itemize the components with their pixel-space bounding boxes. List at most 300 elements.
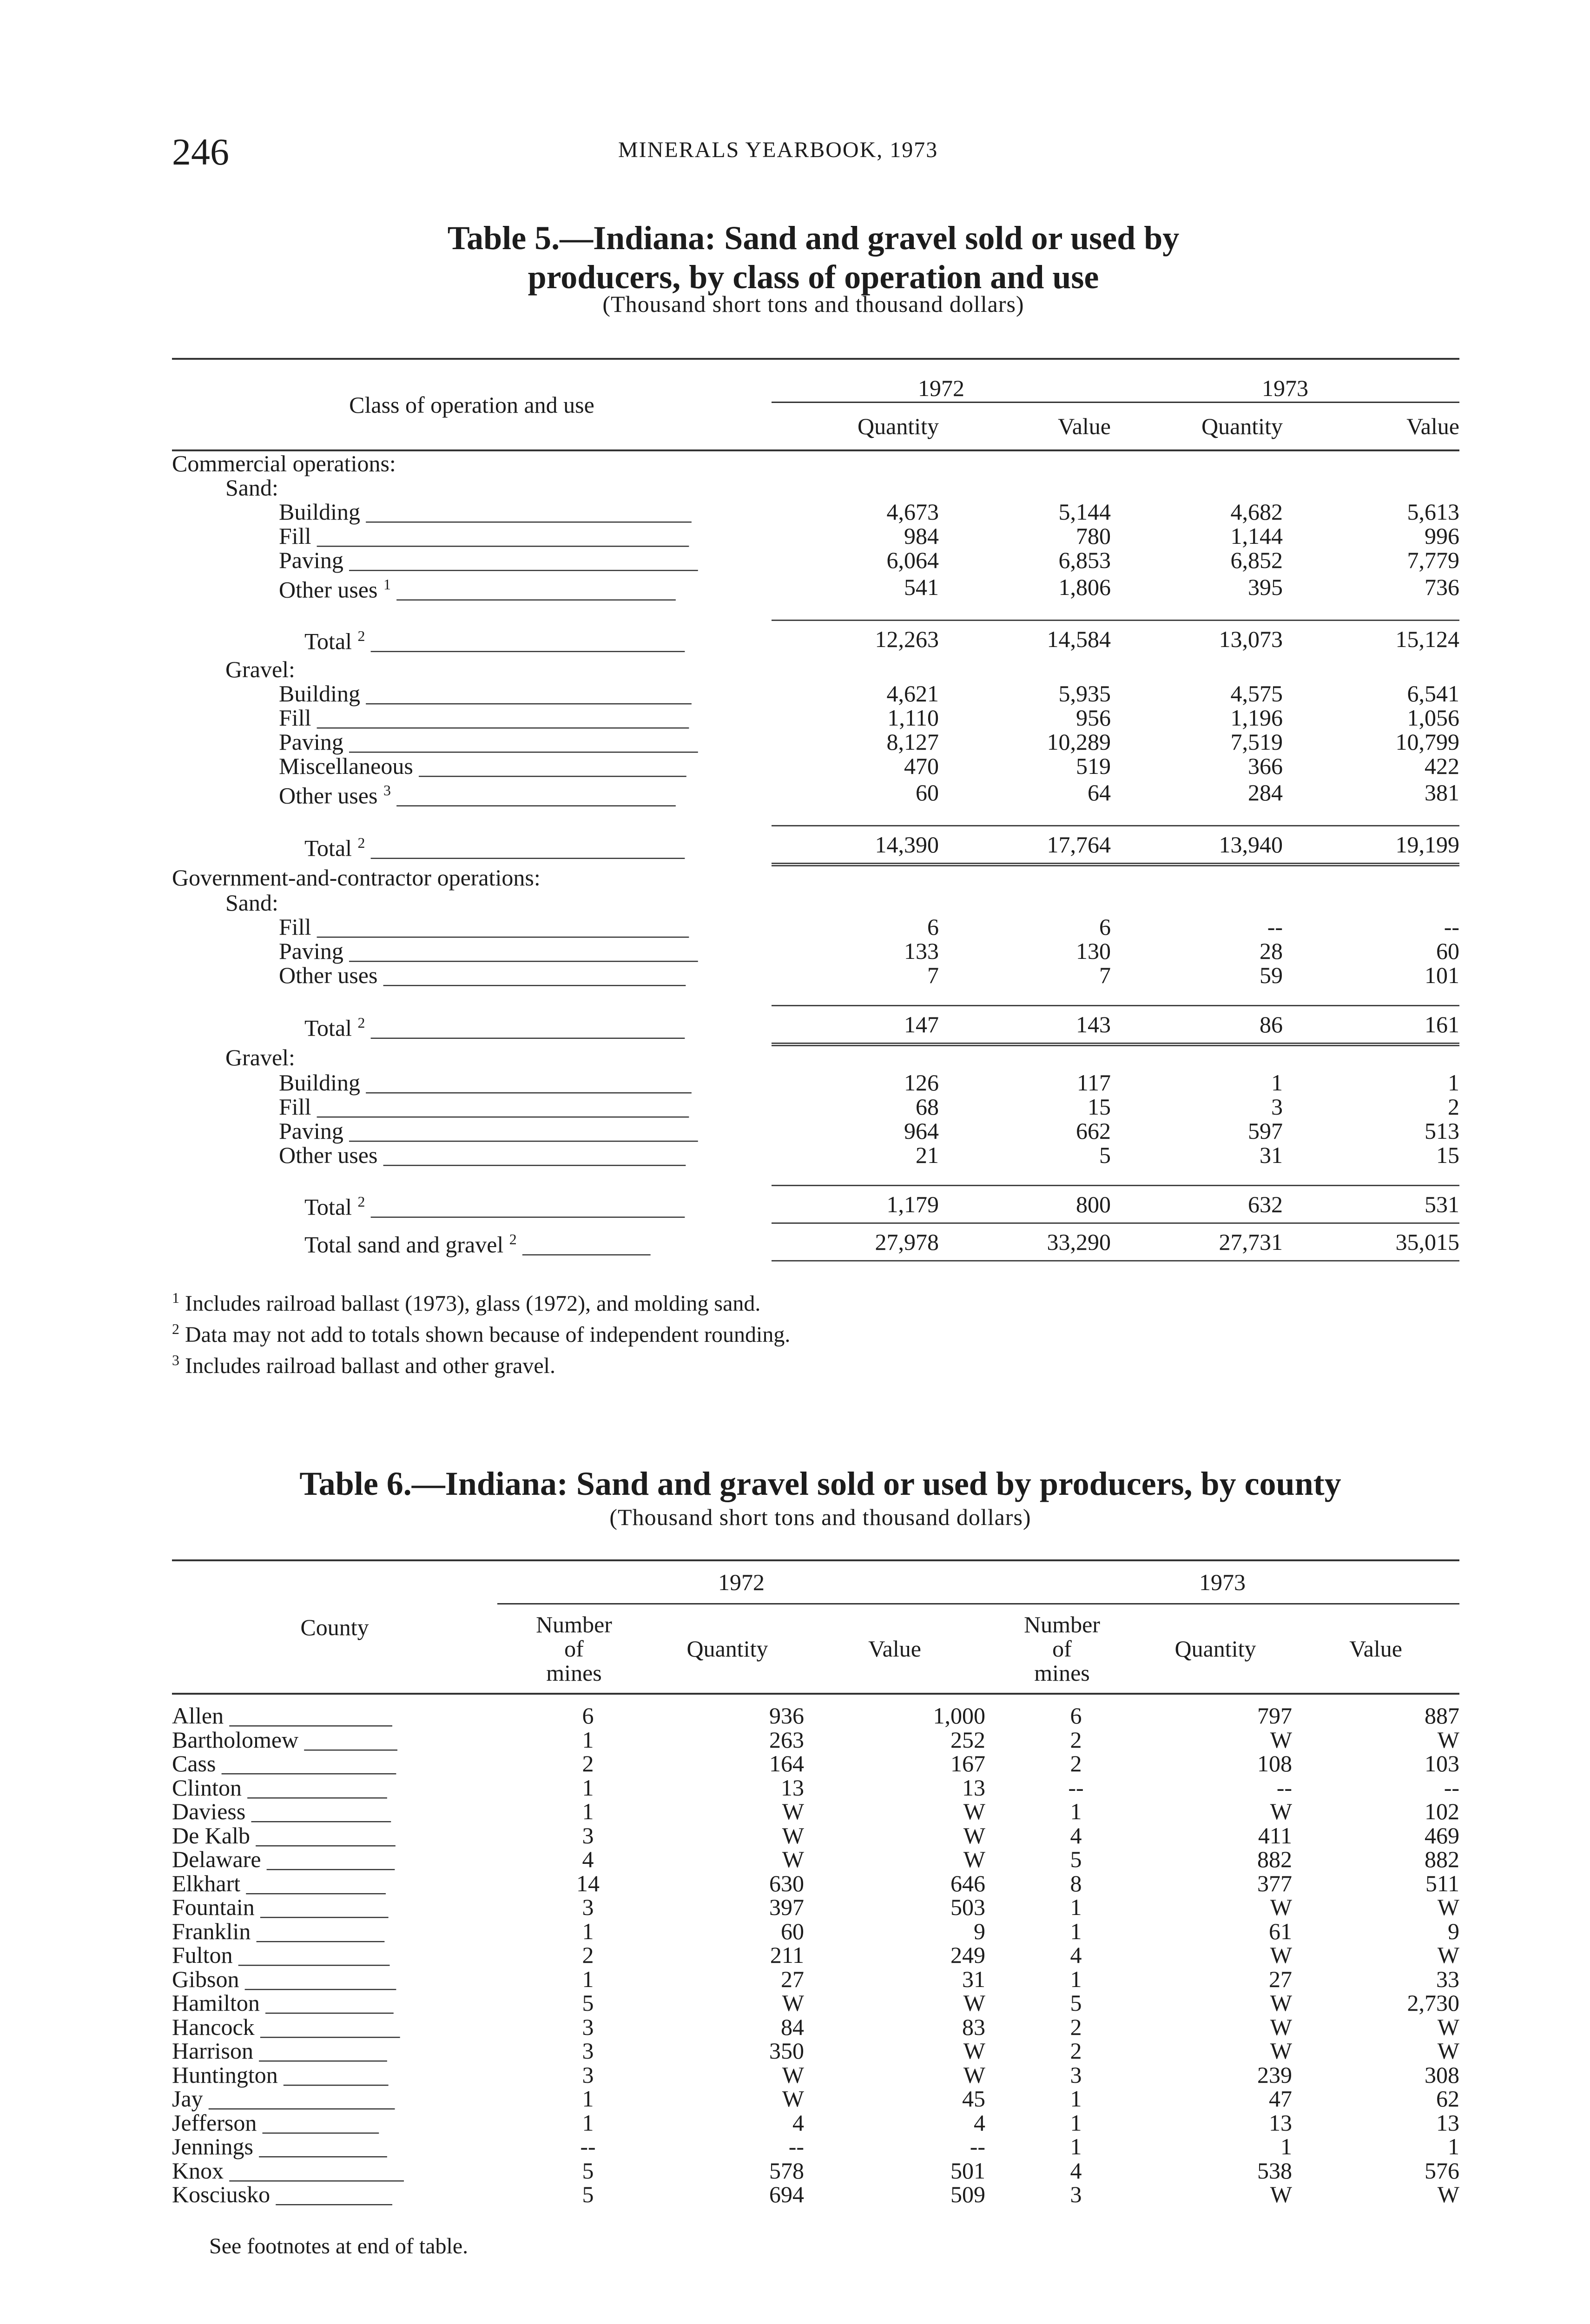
table6-cell: 694 [769,2181,804,2207]
table6-cell: 1 [582,1798,594,1824]
dot-leader: __________ [257,2109,379,2136]
table6-cell: 3 [582,2014,594,2040]
table5-row [172,657,1459,681]
table6-col-mines-l1: Number [536,1611,612,1637]
table5-cell [1111,865,1283,891]
table6-county: Jay ________________ [172,2086,395,2112]
table5-cell [1283,657,1459,681]
dot-leader: ____________ [240,1870,386,1896]
table6-col-mines-l2: of [1052,1636,1072,1662]
table5-cell: 59 [1260,962,1283,989]
table6-cell: W [1270,2181,1292,2207]
table5-cell: 366 [1248,753,1283,779]
table6-cell: 14 [576,1870,600,1896]
table5-cell [1283,891,1459,915]
dot-leader: ________________________ [390,576,676,603]
table5-row-label: Other uses $^1$ ________________________ [279,576,676,603]
table6-cell: W [963,1822,985,1849]
table6-row [172,1943,1459,1967]
table6-cell: -- [788,2133,804,2159]
table5-cell: 14,584 [939,620,1111,657]
table6-cell: W [1437,1942,1459,1968]
table5-cell: 964 [904,1118,939,1144]
table5-col-quantity-1973: Quantity [1111,403,1283,451]
table5-row [172,1044,1459,1070]
table5-cell: 15 [1088,1094,1111,1120]
table5-row-label: Other uses __________________________ [279,962,686,989]
table6 [172,1559,1459,2207]
table5-cell: 513 [1425,1118,1459,1144]
table6-cell: 4 [582,1846,594,1872]
dot-leader: __________ [270,2181,392,2207]
table6-cell: 8 [1070,1870,1082,1896]
table5-cell [939,475,1111,500]
table5-cell: 33,290 [939,1223,1111,1261]
table6-county: Gibson _____________ [172,1966,396,1992]
table5-row [172,963,1459,987]
footnote-mark: 2 [172,1320,179,1337]
table6-col-mines-l3: mines [1034,1660,1090,1686]
dot-leader: _______________ [216,1750,396,1776]
dot-leader: __________________________ [377,1142,686,1169]
table5-row [172,500,1459,524]
dot-leader: ________________________________ [311,523,689,549]
table6-cell: 252 [950,1726,985,1753]
table6-row [172,2015,1459,2040]
table5-cell: 7 [1099,962,1111,989]
table6-cell: 3 [1070,2061,1082,2088]
table6-col-mines-l2: of [564,1636,584,1662]
table6-cell: 308 [1425,2061,1459,2088]
table5-row [172,1143,1459,1167]
table5-cell: 19,199 [1283,826,1459,865]
table5-subtitle: (Thousand short tons and thousand dollars) [602,291,1024,317]
table5-cell: 15,124 [1283,620,1459,657]
dot-leader: ___________ [516,1232,651,1258]
table6-col-value-1973: Value [1292,1604,1459,1694]
table6-county: Hamilton ___________ [172,1990,394,2016]
table6-year-1973: 1973 [985,1560,1459,1604]
table6-cell: W [1270,1798,1292,1824]
table6-cell: 5 [1070,1990,1082,2016]
table6-cell: 1 [1070,2109,1082,2136]
table5-row-label: Fill ________________________________ [279,704,689,731]
table5-row [172,1095,1459,1119]
table5-cell: 956 [1076,704,1111,731]
table5-row [172,475,1459,500]
table6-cell: W [782,1990,804,2016]
table6-row [172,1920,1459,1944]
table6-row [172,1800,1459,1824]
table5-cell: 736 [1425,574,1459,600]
footnote-ref: 2 [357,1193,365,1210]
dot-leader: ___________ [254,1894,389,1920]
table5-cell: 470 [904,753,939,779]
table5-row-label: Paving ______________________________ [279,547,698,573]
table6-cell: 83 [962,2014,985,2040]
table6-cell: W [1437,1894,1459,1920]
table5-cell [1111,1044,1283,1070]
footnote-mark: 3 [172,1352,179,1368]
table5-cell [939,450,1111,475]
table5-cell: 541 [904,574,939,600]
table5 [172,358,1459,1261]
table6-row [172,2159,1459,2183]
table5-cell: 27,978 [772,1223,939,1261]
table6-cell: 84 [781,2014,804,2040]
dot-leader: ___________________________ [365,835,685,861]
table5-cell: 984 [904,523,939,549]
table6-cell: 2 [1070,1750,1082,1776]
table6-cell: 263 [769,1726,804,1753]
footnote [172,1285,790,1316]
dot-leader: ______________________________ [343,728,698,755]
table6-cell: W [1437,2014,1459,2040]
dot-leader: ___________ [253,2038,387,2064]
table6-cell: W [963,1846,985,1872]
table6-cell: W [963,1798,985,1824]
table6-cell: 887 [1425,1703,1459,1729]
table6-cell: 511 [1425,1870,1459,1896]
dot-leader: ____________________________ [360,1070,692,1096]
table6-cell: 239 [1257,2061,1292,2088]
table5-cell: 6,852 [1230,547,1283,573]
table5-row-label: Other uses __________________________ [279,1142,686,1169]
table5-row [172,548,1459,572]
table5-row [172,1070,1459,1095]
dot-leader: __________________________ [377,962,686,989]
table6-cell: 164 [769,1750,804,1776]
table5-cell: 64 [1088,779,1111,806]
table6-row [172,1752,1459,1776]
table6-cell: 47 [1269,2086,1292,2112]
table5-cell: -- [1267,914,1283,940]
table6-cell: W [1437,2181,1459,2207]
table6-cell: 1 [1070,1918,1082,1944]
table5-cell: 7,519 [1230,728,1283,755]
table6-cell: 377 [1257,1870,1292,1896]
table5-cell: 4,575 [1230,680,1283,706]
table6-cell: 3 [1070,2181,1082,2207]
table6-county: Daviess ____________ [172,1798,391,1824]
table5-cell: 5,613 [1407,499,1459,525]
table6-cell: 2 [582,1942,594,1968]
table5-cell: 381 [1425,779,1459,806]
table5-cell [939,891,1111,915]
table5-row-label: Total $^2$ ___________________________ [304,627,685,654]
table6-cell: 5 [582,2157,594,2184]
table6-row [172,2087,1459,2111]
table5-cell: 4,682 [1230,499,1283,525]
table6-cell: W [782,1846,804,1872]
table6-cell: 1 [1070,2133,1082,2159]
table6-row [172,2111,1459,2135]
table6-cell: 62 [1436,2086,1459,2112]
table6-cell: 27 [1269,1966,1292,1992]
table6-col-value-1972: Value [804,1604,985,1694]
table5-row [172,706,1459,730]
table5-cell [1111,450,1283,475]
table5-row-label: Building ____________________________ [279,680,692,706]
table6-county: Delaware ___________ [172,1846,395,1872]
table5-cell: 130 [1076,938,1111,964]
table6-header-stub: County [172,1560,497,1694]
table5-cell [1111,891,1283,915]
table6-cell: 1 [1070,1798,1082,1824]
table6-cell: 167 [950,1750,985,1776]
dot-leader: ___________ [253,2133,387,2159]
dot-leader: ____________________________ [360,499,692,525]
table5-row [172,450,1459,475]
table5-row [172,915,1459,939]
footnote-ref: 1 [383,576,391,593]
table6-cell: 576 [1425,2157,1459,2184]
table5-cell: 4,673 [886,499,939,525]
table6-year-1972: 1972 [497,1560,985,1604]
table5-cell [1111,475,1283,500]
dot-leader: ______________________________ [343,547,698,573]
table5-cell: 1,144 [1230,523,1283,549]
table6-cell: 45 [962,2086,985,2112]
footnote-mark: 1 [172,1289,179,1306]
footnote-text: Includes railroad ballast (1973), glass (1972), and molding sand. [185,1291,761,1316]
dot-leader: ____________________________ [360,680,692,706]
table5-cell: 519 [1076,753,1111,779]
table6-cell: 3 [582,1822,594,1849]
table5-cell [772,475,939,500]
table5-cell: 7,779 [1407,547,1459,573]
table5-cell: 60 [916,779,939,806]
table5-cell: 161 [1283,1006,1459,1045]
table6-cell: W [1270,1894,1292,1920]
dot-leader: ___________________________ [365,1194,685,1221]
dot-leader: ________________ [203,2086,395,2112]
table5-cell: 422 [1425,753,1459,779]
table5-cell: 13,073 [1111,620,1283,657]
table6-cell: 31 [962,1966,985,1992]
dot-leader: ___________________________ [365,628,685,654]
table6-cell: 469 [1425,1822,1459,1849]
table5-cell: 5,144 [1058,499,1111,525]
footnote [172,1347,790,1379]
table5-cell: 780 [1076,523,1111,549]
table5-cell: 17,764 [939,826,1111,865]
table6-cell: 1 [1448,2133,1459,2159]
table6-cell: 6 [582,1703,594,1729]
table6-cell: -- [1444,1774,1459,1801]
table6-county: Jennings ___________ [172,2133,387,2159]
footnote-ref: 2 [357,834,365,851]
table6-row [172,2039,1459,2063]
dot-leader: ____________ [254,2014,400,2040]
table5-cell: 662 [1076,1118,1111,1144]
table5-row-label: Paving ______________________________ [279,1118,698,1144]
footnote-ref: 2 [509,1231,517,1248]
table5-row-label: Building ____________________________ [279,1070,692,1096]
table5-cell: 1 [1448,1070,1459,1096]
table6-cell: W [1270,1990,1292,2016]
dot-leader: ________ [298,1726,397,1753]
table5-cell: 6,853 [1058,547,1111,573]
table6-county: Harrison ___________ [172,2038,387,2064]
table5-row-label: Fill ________________________________ [279,523,689,549]
table5-row [172,1186,1459,1223]
table5-row [172,524,1459,548]
table6-cell: W [782,2061,804,2088]
table6-cell: W [1270,2014,1292,2040]
table6-cell: 411 [1258,1822,1292,1849]
table6-county: Kosciusko __________ [172,2181,392,2207]
table6-cell: 5 [1070,1846,1082,1872]
dot-leader: ______________________________ [343,1118,698,1144]
table6-col-mines-1973 [985,1604,1139,1694]
table6-cell: -- [580,2133,596,2159]
table5-cell [1283,865,1459,891]
table5-body [172,450,1459,1261]
table5-row [172,602,1459,621]
table5-cell: 68 [916,1094,939,1120]
table5-row [172,1119,1459,1143]
table6-cell: W [1437,2038,1459,2064]
footnote [172,1316,790,1347]
table5-row-label: Commercial operations: [172,450,396,476]
table6-cell: 4 [1070,2157,1082,2184]
table6-cell: 27 [781,1966,804,1992]
table6-cell: 1 [582,1966,594,1992]
table6-county: Elkhart ____________ [172,1870,386,1896]
table6-cell: 102 [1425,1798,1459,1824]
table5-cell [772,1044,939,1070]
table5-header-stub: Class of operation and use [172,359,772,450]
table5-cell [1111,657,1283,681]
table6-cell: 3 [582,2038,594,2064]
table6-cell: W [1437,1726,1459,1753]
table6-county: Knox _______________ [172,2157,404,2184]
table5-row-label: Total sand and gravel $^2$ ___________ [304,1231,651,1258]
dot-leader: _______________________ [413,753,686,779]
table5-cell: 7 [927,962,939,989]
table5-row [172,620,1459,657]
table5-cell: 531 [1283,1186,1459,1223]
table6-cell: 5 [582,2181,594,2207]
dot-leader: ________________________________ [311,704,689,731]
table6-cell: 1 [1070,2086,1082,2112]
dot-leader: ___________ [259,1990,394,2016]
table6-col-mines-1972 [497,1604,651,1694]
table5-cell: 8,127 [886,728,939,755]
table5-cell: 133 [904,938,939,964]
table6-cell: -- [970,2133,985,2159]
table5-cell: 14,390 [772,826,939,865]
table6-cell: 2 [1070,2014,1082,2040]
table5-row-label: Paving ______________________________ [279,728,698,755]
table6-cell: 882 [1425,1846,1459,1872]
table6-cell: W [963,2061,985,2088]
table5-cell: 1,196 [1230,704,1283,731]
table5-row-label: Sand: [225,890,278,916]
table6-row [172,1967,1459,1992]
table5-row [172,1223,1459,1261]
table6-cell: 5 [582,1990,594,2016]
dot-leader: ___________________________ [365,1015,685,1041]
table5-year-1973: 1973 [1111,359,1459,403]
dot-leader: ____________ [245,1798,391,1824]
table5-cell: 27,731 [1111,1223,1283,1261]
table5-cell [1283,475,1459,500]
table5-row [172,778,1459,808]
table6-cell: 630 [769,1870,804,1896]
table6-county: De Kalb ____________ [172,1822,396,1849]
table5-col-value-1973: Value [1283,403,1459,451]
table5-cell: 5 [1099,1142,1111,1169]
table6-cell: 797 [1257,1703,1292,1729]
table5-title-line1: Table 5.—Indiana: Sand and gravel sold or used by [447,219,1180,257]
table5-cell: 35,015 [1283,1223,1459,1261]
table6-cell: 2 [1070,1726,1082,1753]
table5-cell: 10,289 [1047,728,1111,755]
table6-cell: 249 [950,1942,985,1968]
table6-cell: W [1270,1726,1292,1753]
table6-cell: 2 [582,1750,594,1776]
table6-county: Jefferson __________ [172,2109,379,2136]
table5-cell: 5,935 [1058,680,1111,706]
dot-leader: ________________________________ [311,1094,689,1120]
table6-cell: 882 [1257,1846,1292,1872]
table5-cell: 4,621 [886,680,939,706]
table6-cell: 211 [770,1942,804,1968]
table5-cell: 2 [1448,1094,1459,1120]
table6-county: Fulton _____________ [172,1942,390,1968]
table5-row [172,572,1459,602]
table6-cell: 4 [974,2109,985,2136]
table5-row [172,681,1459,706]
table6-cell: W [963,2038,985,2064]
table5-row [172,730,1459,754]
table6-row [172,2063,1459,2087]
table6-cell: 108 [1257,1750,1292,1776]
table6-cell: 350 [769,2038,804,2064]
table6-col-mines-l1: Number [1024,1611,1100,1637]
table5-cell: 597 [1248,1118,1283,1144]
table5-cell: 15 [1436,1142,1459,1169]
table6-cell: W [1270,2038,1292,2064]
table5-cell: 126 [904,1070,939,1096]
table6-row [172,1872,1459,1896]
table5-cell [939,865,1111,891]
table5-cell: 996 [1425,523,1459,549]
table5-cell: 632 [1111,1186,1283,1223]
footnote-text: Data may not add to totals shown because of independent rounding. [185,1322,791,1347]
dot-leader: _______________ [224,2157,404,2184]
table6-cell: 3 [582,1894,594,1920]
table5-row-label: Sand: [225,475,278,501]
table5-row [172,754,1459,778]
table5-row-label: Total $^2$ ___________________________ [304,1014,685,1041]
table6-row [172,1991,1459,2015]
table6-cell: -- [1068,1774,1084,1801]
dot-leader: _________ [277,2061,389,2088]
table5-row-label: Total $^2$ ___________________________ [304,834,685,861]
running-head: MINERALS YEARBOOK, 1973 [618,138,938,162]
table5-row-label: Government-and-contractor operations: [172,865,541,891]
dot-leader: ___________ [261,1846,395,1872]
page-number: 246 [172,131,229,173]
table5-cell: 800 [939,1186,1111,1223]
table5-cell [772,450,939,475]
table5-cell [772,657,939,681]
table5-cell: 147 [772,1006,939,1045]
table5-row-label: Miscellaneous _______________________ [279,753,686,779]
